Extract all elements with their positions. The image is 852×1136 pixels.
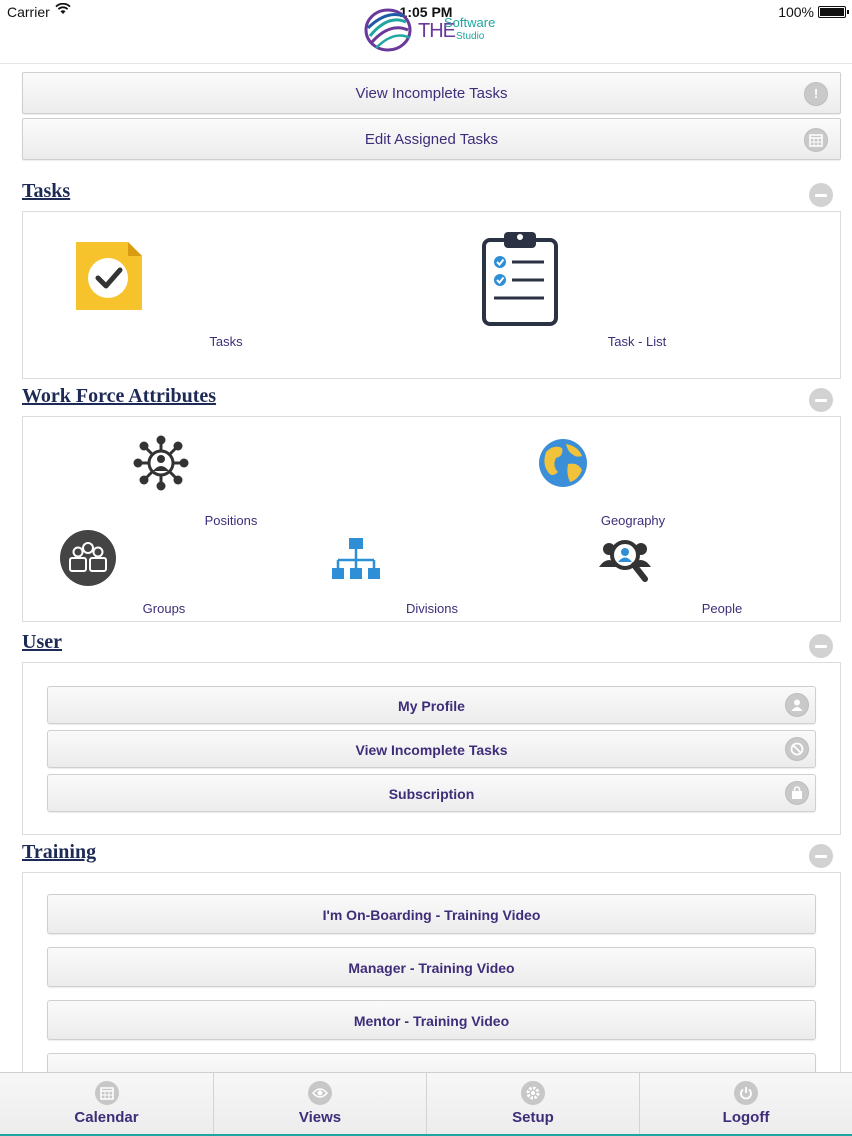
prohibited-icon [785,737,809,761]
logo-the: THE [418,20,455,42]
tile-label: Groups [142,601,186,616]
tab-views[interactable] [214,1073,427,1136]
eye-icon [308,1081,332,1105]
collapse-work-force-button[interactable] [809,388,833,412]
button-label: Subscription [388,786,475,802]
battery-percent: 100% [778,4,814,20]
tile-groups[interactable] [53,527,213,616]
org-chart-icon [332,538,380,580]
tile-label: Geography [600,513,666,528]
tile-label: Divisions [405,601,458,616]
tile-label: Tasks [209,334,243,349]
calendar-icon [804,128,828,152]
section-title-user: User [22,631,62,653]
tab-label: Setup [512,1109,554,1126]
tab-label: Logoff [722,1109,770,1126]
edit-assigned-tasks-button[interactable] [22,118,841,160]
tile-task-list[interactable] [473,226,803,352]
tile-tasks[interactable] [63,232,393,352]
section-title-tasks: Tasks [22,180,71,202]
calendar-icon [95,1081,119,1105]
tile-label: Task - List [607,334,667,349]
section-title-training: Training [22,841,97,863]
checkmark-document-icon [72,240,144,312]
subscription-button[interactable] [47,774,816,812]
onboarding-training-video-button[interactable] [47,894,816,934]
person-icon [785,693,809,717]
tab-setup[interactable] [427,1073,640,1136]
carrier-label: Carrier [7,4,50,20]
tile-geography[interactable] [533,435,733,528]
button-label: Edit Assigned Tasks [364,131,499,148]
manager-training-video-button[interactable] [47,947,816,987]
logo-studio: Studio [456,31,485,42]
tile-positions[interactable] [123,431,303,528]
logo-software: Software [444,15,496,30]
tab-logoff[interactable] [640,1073,852,1136]
gear-icon [521,1081,545,1105]
button-label: View Incomplete Tasks [355,742,508,758]
view-incomplete-tasks-user-button[interactable] [47,730,816,768]
warning-icon: ! [804,82,828,106]
tile-label: People [701,601,743,616]
tab-label: Calendar [74,1109,139,1126]
tile-label: Positions [204,513,258,528]
mentor-training-video-button[interactable] [47,1000,816,1040]
collapse-training-button[interactable] [809,844,833,868]
status-bar [0,0,852,64]
tile-divisions[interactable] [323,535,543,616]
bottom-tab-bar [0,1072,852,1136]
power-icon [734,1081,758,1105]
button-label: I'm On-Boarding - Training Video [322,907,541,923]
clock: 1:05 PM [399,4,453,20]
button-label: Manager - Training Video [348,960,515,976]
collapse-tasks-button[interactable] [809,183,833,207]
tab-label: Views [298,1109,342,1126]
tile-people[interactable] [593,533,813,616]
button-label: Mentor - Training Video [353,1013,510,1029]
work-force-panel [22,416,841,622]
group-icon [59,529,117,587]
clipboard-checklist-icon [480,228,560,328]
my-profile-button[interactable] [47,686,816,724]
view-incomplete-tasks-button[interactable] [22,72,841,114]
shopping-bag-icon [785,781,809,805]
tasks-panel [22,211,841,379]
collapse-user-button[interactable] [809,634,833,658]
button-label: My Profile [398,698,465,714]
people-search-icon [597,535,653,583]
section-title-work-force: Work Force Attributes [22,385,217,407]
network-person-icon [133,435,189,491]
tab-calendar[interactable] [0,1073,214,1136]
battery-icon [818,6,846,18]
button-label: View Incomplete Tasks [355,85,508,102]
globe-icon [538,438,588,488]
